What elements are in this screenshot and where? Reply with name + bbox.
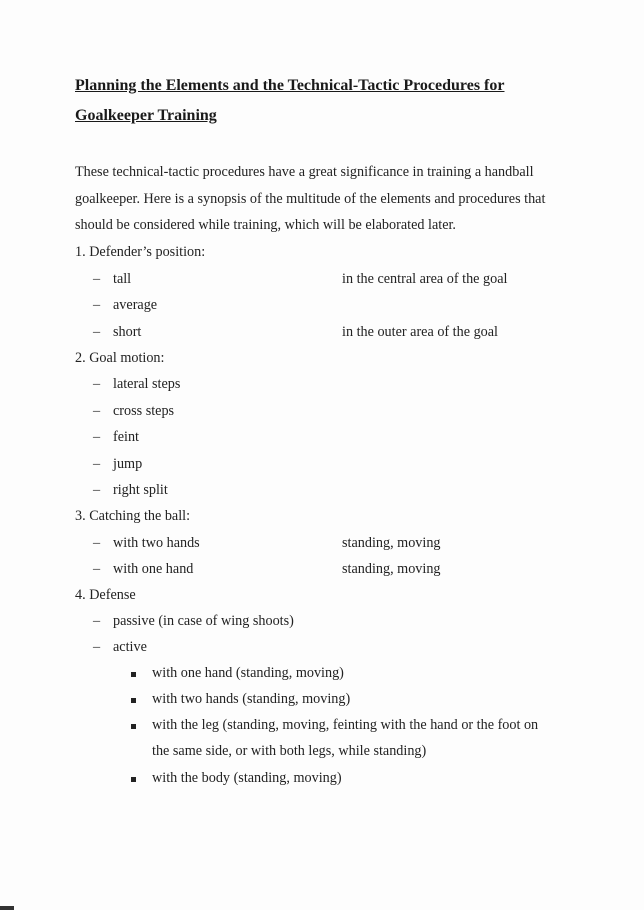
bullet-item-body: with the body (standing, moving) <box>152 770 342 786</box>
list-item-note-standing-moving: standing, moving <box>342 535 441 551</box>
dash-marker: – <box>93 324 101 340</box>
square-bullet-icon <box>131 777 136 782</box>
dash-marker: – <box>93 613 101 629</box>
list-item-note-outer-area: in the outer area of the goal <box>342 324 498 340</box>
scan-corner-mark <box>0 906 14 910</box>
dash-marker: – <box>93 403 101 419</box>
list-item-one-hand: with one hand <box>113 561 194 577</box>
list-item-active: active <box>113 639 147 655</box>
dash-marker: – <box>93 271 101 287</box>
dash-marker: – <box>93 535 101 551</box>
dash-marker: – <box>93 639 101 655</box>
dash-marker: – <box>93 297 101 313</box>
dash-marker: – <box>93 376 101 392</box>
intro-line-2: goalkeeper. Here is a synopsis of the multitude of the elements and procedures that <box>75 191 546 207</box>
list-item-feint: feint <box>113 429 139 445</box>
section-heading-goal-motion: 2. Goal motion: <box>75 350 165 366</box>
list-item-average: average <box>113 297 158 313</box>
list-item-right-split: right split <box>113 482 168 498</box>
bullet-item-leg-continued: the same side, or with both legs, while standing) <box>152 743 427 759</box>
document-title-line-2: Goalkeeper Training <box>75 107 217 124</box>
list-item-note-standing-moving: standing, moving <box>342 561 441 577</box>
dash-marker: – <box>93 482 101 498</box>
dash-marker: – <box>93 429 101 445</box>
bullet-item-two-hands: with two hands (standing, moving) <box>152 691 351 707</box>
section-heading-defense: 4. Defense <box>75 587 136 603</box>
list-item-two-hands: with two hands <box>113 535 200 551</box>
list-item-passive: passive (in case of wing shoots) <box>113 613 294 629</box>
section-heading-defender-position: 1. Defender’s position: <box>75 244 206 260</box>
list-item-short: short <box>113 324 142 340</box>
list-item-jump: jump <box>113 456 143 472</box>
list-item-note-central-area: in the central area of the goal <box>342 271 508 287</box>
intro-line-1: These technical-tactic procedures have a great significance in training a handball <box>75 164 534 180</box>
list-item-lateral-steps: lateral steps <box>113 376 181 392</box>
square-bullet-icon <box>131 672 136 677</box>
list-item-cross-steps: cross steps <box>113 403 175 419</box>
document-title-line-1: Planning the Elements and the Technical-Tactic Procedures for <box>75 77 505 94</box>
dash-marker: – <box>93 456 101 472</box>
list-item-tall: tall <box>113 271 132 287</box>
square-bullet-icon <box>131 698 136 703</box>
bullet-item-one-hand: with one hand (standing, moving) <box>152 665 344 681</box>
dash-marker: – <box>93 561 101 577</box>
section-heading-catching-ball: 3. Catching the ball: <box>75 508 191 524</box>
bullet-item-leg: with the leg (standing, moving, feinting with the hand or the foot on <box>152 717 539 733</box>
square-bullet-icon <box>131 724 136 729</box>
intro-line-3: should be considered while training, which will be elaborated later. <box>75 217 456 233</box>
